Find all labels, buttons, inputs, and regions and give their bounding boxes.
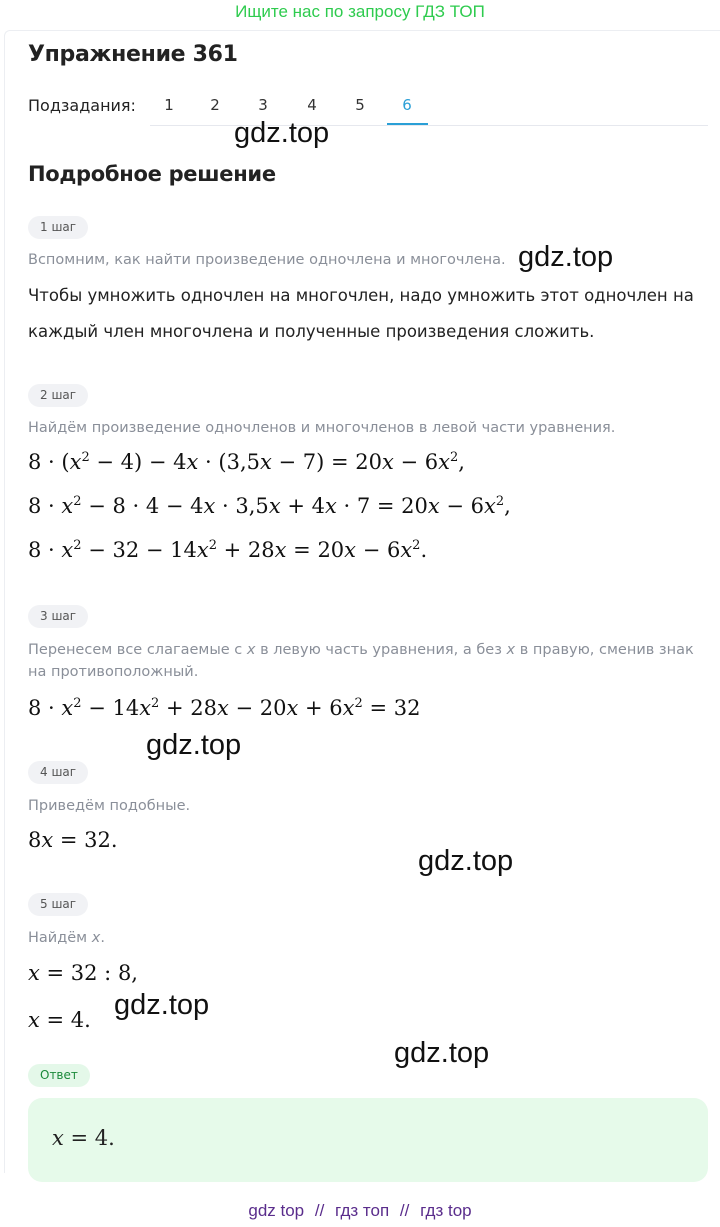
subtask-tab-6[interactable]: 6 <box>402 96 412 114</box>
answer-box <box>28 1098 708 1182</box>
footer-separator: // <box>314 1201 325 1220</box>
var-x: x <box>91 930 101 946</box>
footer-separator: // <box>399 1201 410 1220</box>
equation-3-1: $8 \cdot x^2 - 14x^2 + 28x - 20x + 6x^2 = 32$ <box>28 696 421 720</box>
watermark: gdz.top <box>234 117 330 149</box>
watermark: gdz.top <box>114 989 210 1021</box>
watermark: gdz.top <box>518 241 614 273</box>
step-5-hint: Найдём x. <box>28 930 105 946</box>
solution-card <box>4 30 720 1173</box>
var-x: x <box>506 642 516 658</box>
subtask-tab-2[interactable]: 2 <box>210 96 220 114</box>
subtask-tab-5[interactable]: 5 <box>355 96 365 114</box>
footer-links <box>0 1201 720 1221</box>
step-badge-4: 4 шаг <box>28 761 88 784</box>
watermark: gdz.top <box>418 845 514 877</box>
footer-link-gdz-top-ru[interactable]: гдз топ <box>335 1201 390 1220</box>
step-1-text: Чтобы умножить одночлен на многочлен, надо умножить этот одночлен на каждый член многочлена и полученные произведения сложить. <box>28 286 694 341</box>
active-tab-indicator <box>387 123 428 125</box>
subtask-tab-1[interactable]: 1 <box>164 96 174 114</box>
footer-link-gdz-top[interactable]: gdz top <box>248 1201 305 1220</box>
answer-value: x = 4. <box>52 1126 115 1150</box>
subtask-tab-4[interactable]: 4 <box>307 96 317 114</box>
equation-5-2: x = 4. <box>28 1008 91 1032</box>
equation-2-3: $8 \cdot x^2 - 32 - 14x^2 + 28x = 20x - 6x^2$. <box>28 538 428 562</box>
subtasks-label: Подзадания: <box>28 96 136 115</box>
step-4-hint: Приведём подобные. <box>28 798 191 814</box>
exercise-title: Упражнение 361 <box>28 42 238 67</box>
step-badge-5: 5 шаг <box>28 893 88 916</box>
subtask-tab-3[interactable]: 3 <box>258 96 268 114</box>
var-x: x <box>246 642 256 658</box>
equation-2-2: $8 \cdot x^2 - 8 \cdot 4 - 4x \cdot 3,5x + 4x \cdot 7 = 20x - 6x^2$, <box>28 494 511 518</box>
equation-5-1: x = 32 : 8, <box>28 961 138 985</box>
step-badge-2: 2 шаг <box>28 384 88 407</box>
step-1-hint: Вспомним, как найти произведение одночлена и многочлена. <box>28 252 506 268</box>
step-2-hint: Найдём произведение одночленов и многочленов в левой части уравнения. <box>28 420 616 436</box>
step-3-hint: Перенесем все слагаемые с x в левую часть уравнения, а без x в правую, сменив знак на противоположный. <box>28 642 694 680</box>
equation-4-1: 8x = 32. <box>28 828 118 852</box>
step-badge-1: 1 шаг <box>28 216 88 239</box>
step-badge-3: 3 шаг <box>28 605 88 628</box>
section-title: Подробное решение <box>28 162 276 186</box>
top-banner: Ищите нас по запросу ГДЗ ТОП <box>235 2 485 21</box>
watermark: gdz.top <box>146 729 242 761</box>
watermark: gdz.top <box>394 1037 490 1069</box>
footer-link-gdz-top-mixed[interactable]: гдз top <box>420 1201 472 1220</box>
answer-badge: Ответ <box>28 1064 90 1087</box>
equation-2-1: $8 \cdot (x^2 - 4) - 4x \cdot (3,5x - 7) = 20x - 6x^2$, <box>28 450 465 474</box>
